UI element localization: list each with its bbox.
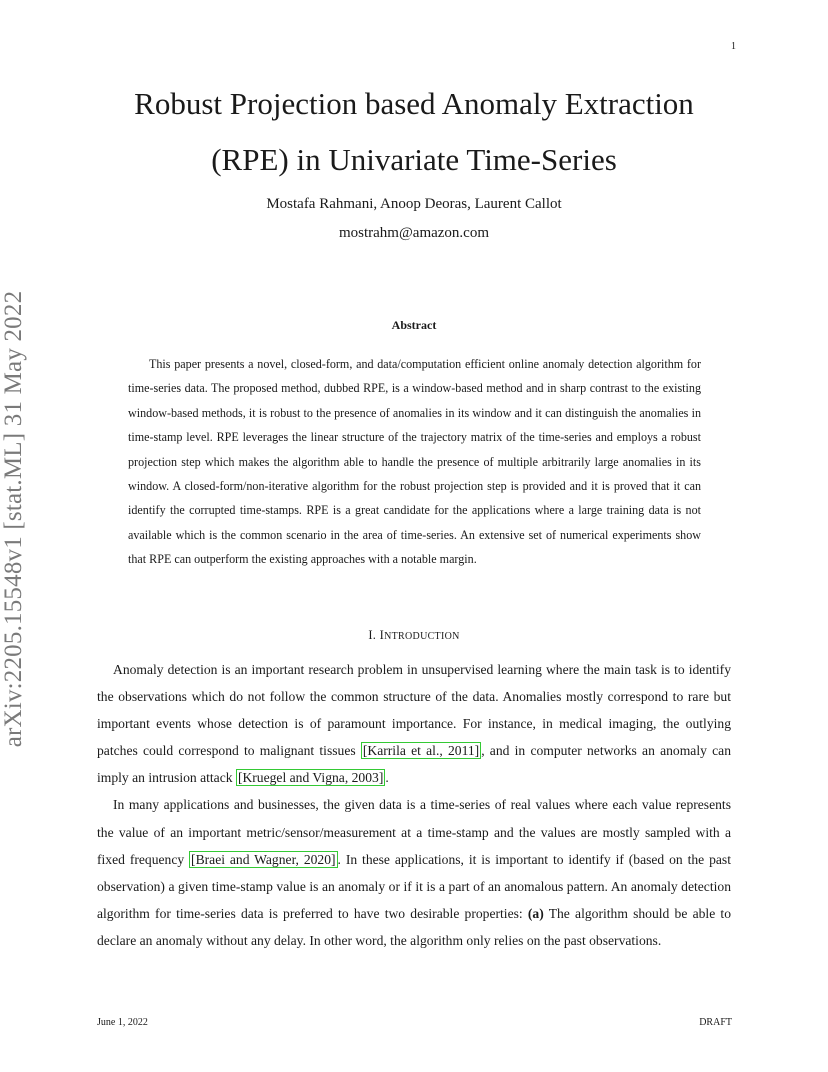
intro-p2-text-a: In many applications and businesses, the given data is a time-series of real values where each value represents the value of an important metric/sensor/measurement at a time-stamp and the values are mostly sampled with a fixed frequency [97,797,731,867]
section-heading-introduction [96,628,732,643]
arxiv-identifier-text: arXiv:2205.15548v1 [stat.ML] 31 May 2022 [0,290,27,748]
author-email: mostrahm@amazon.com [338,225,490,241]
page-number: 1 [731,41,736,52]
author-list: Mostafa Rahmani, Anoop Deoras, Laurent Callot [266,196,562,212]
title-line-1: Robust Projection based Anomaly Extraction [134,86,694,121]
paper-title [96,76,732,188]
footer-status: DRAFT [699,1017,732,1028]
intro-paragraph-2 [97,791,731,954]
footer-date: June 1, 2022 [97,1017,148,1028]
introduction-body [97,656,731,954]
citation-link-karrila-2011[interactable]: [Karrila et al., 2011] [362,743,480,759]
intro-p2-bold-marker: (a) [527,905,544,921]
title-line-2: (RPE) in Univariate Time-Series [211,142,617,177]
section-number: I. [368,628,377,642]
intro-p1-text-b: , and in computer networks an anomaly can imply an intrusion attack [97,743,731,786]
citation-link-braei-2020[interactable]: [Braei and Wagner, 2020] [191,851,336,867]
intro-p2-text-c: The algorithm should be able to declare an anomaly without any delay. In other word, the algorithm only relies on the past observations. [97,905,731,948]
intro-paragraph-1 [97,656,731,791]
section-title-initial: I [379,628,385,642]
section-title-rest: NTRODUCTION [384,631,460,642]
abstract-heading: Abstract [391,318,437,332]
abstract-text: This paper presents a novel, closed-form, and data/computation efficient online anomaly detection algorithm for time-series data. The proposed method, dubbed RPE, is a window-based method and in sharp contrast to the existing window-based methods, it is robust to the presence of anomalies in its window and it can distinguish the anomalies in time-stamp level. RPE leverages the linear structure of the trajectory matrix of the time-series and employs a robust projection step which makes the algorithm able to handle the presence of multiple arbitrarily large anomalies in its window. A closed-form/non-iterative algorithm for the robust projection step is provided and it is proved that it can identify the corrupted time-stamps. RPE is a great candidate for the applications where a large training data is not available which is the common scenario in the area of time-series. An extensive set of numerical experiments show that RPE can outperform the existing approaches with a notable margin. [128,357,701,567]
citation-link-kruegel-2003[interactable]: [Kruegel and Vigna, 2003] [237,770,384,786]
intro-p1-text-c: . [385,770,389,786]
intro-p1-text-a: Anomaly detection is an important research problem in unsupervised learning where the main task is to identify the observations which do not follow the common structure of the data. Anomalies mostly correspond to rare but important events whose detection is of paramount importance. For instance, in medical imaging, the outlying patches could correspond to malignant tissues [97,662,731,759]
intro-p2-text-b: . In these applications, it is important to identify if (based on the past observation) a given time-stamp value is an anomaly or if it is a part of an anomalous pattern. An anomaly detection algorithm for time-series data is preferred to have two desirable properties: [97,851,731,921]
